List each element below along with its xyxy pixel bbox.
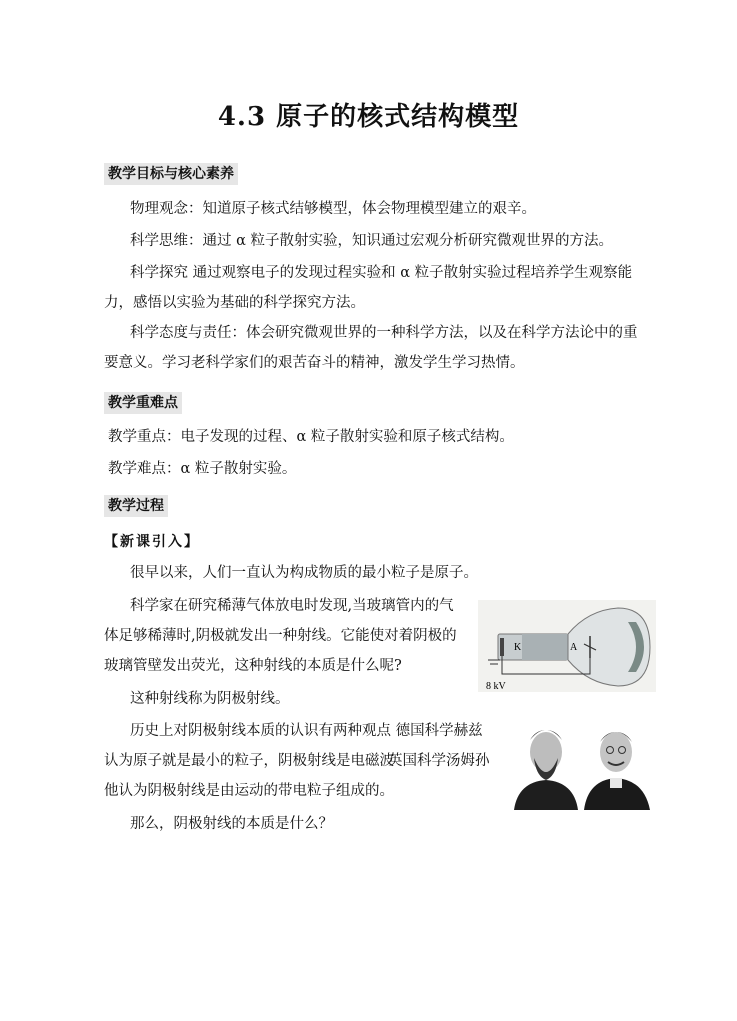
- tube-neck-shade: [522, 634, 568, 660]
- voltage-label: 8 kV: [486, 681, 506, 692]
- cathode-plate: [500, 638, 504, 656]
- paragraph-line: 这种射线称为阴极射线。: [130, 691, 290, 707]
- paragraph-line: 力，感悟以实验为基础的科学探究方法。: [104, 295, 365, 311]
- portrait-collar-right: [610, 778, 622, 788]
- portraits-illustration: [510, 722, 655, 810]
- section-heading-keypoints: 教学重难点: [104, 392, 182, 414]
- paragraph-line: 要意义。学习老科学家们的艰苦奋斗的精神，激发学生学习热情。: [104, 355, 525, 371]
- intro-label: 【新课引入】: [104, 534, 200, 550]
- page-title: 4.3 原子的核式结构模型: [217, 102, 520, 132]
- tube-illustration: [478, 600, 656, 692]
- portrait-face-left: [530, 732, 562, 772]
- paragraph-line: 那么，阴极射线的本质是什么？: [130, 816, 333, 832]
- paragraph-line: 教学重点：电子发现的过程、α 粒子散射实验和原子核式结构。: [108, 429, 514, 445]
- label-k: K: [514, 642, 522, 653]
- paragraph-line: 物理观念：知道原子核式结够模型，体会物理模型建立的艰辛。: [130, 201, 536, 217]
- label-a: A: [570, 642, 578, 653]
- paragraph-line: 历史上对阴极射线本质的认识有两种观点 德国科学赫兹: [130, 723, 483, 739]
- paragraph-line: 很早以来，人们一直认为构成物质的最小粒子是原子。: [130, 565, 478, 581]
- paragraph-line: 科学思维：通过 α 粒子散射实验，知识通过宏观分析研究微观世界的方法。: [130, 233, 614, 249]
- scientists-portrait-figure: [510, 722, 655, 810]
- section-heading-goals: 教学目标与核心素养: [104, 163, 238, 185]
- paragraph-line: 体足够稀薄时,阴极就发出一种射线。它能使对着阴极的: [104, 628, 457, 644]
- paragraph-line: 他认为阴极射线是由运动的带电粒子组成的。: [104, 783, 394, 799]
- paragraph-line: 科学态度与责任：体会研究微观世界的一种科学方法，以及在科学方法论中的重: [130, 325, 638, 341]
- paragraph-line: 科学家在研究稀薄气体放电时发现,当玻璃管内的气: [130, 598, 454, 614]
- cathode-ray-tube-figure: [478, 600, 656, 692]
- paragraph-line: 英国科学汤姆孙: [388, 753, 490, 769]
- paragraph-line: 认为原子就是最小的粒子，阴极射线是电磁波: [104, 753, 394, 769]
- paragraph-line: 玻璃管壁发出荧光，这种射线的本质是什么呢?: [104, 658, 402, 674]
- section-heading-process: 教学过程: [104, 495, 168, 517]
- paragraph-line: 科学探究 通过观察电子的发现过程实验和 α 粒子散射实验过程培养学生观察能: [130, 265, 633, 281]
- paragraph-line: 教学难点：α 粒子散射实验。: [108, 461, 297, 477]
